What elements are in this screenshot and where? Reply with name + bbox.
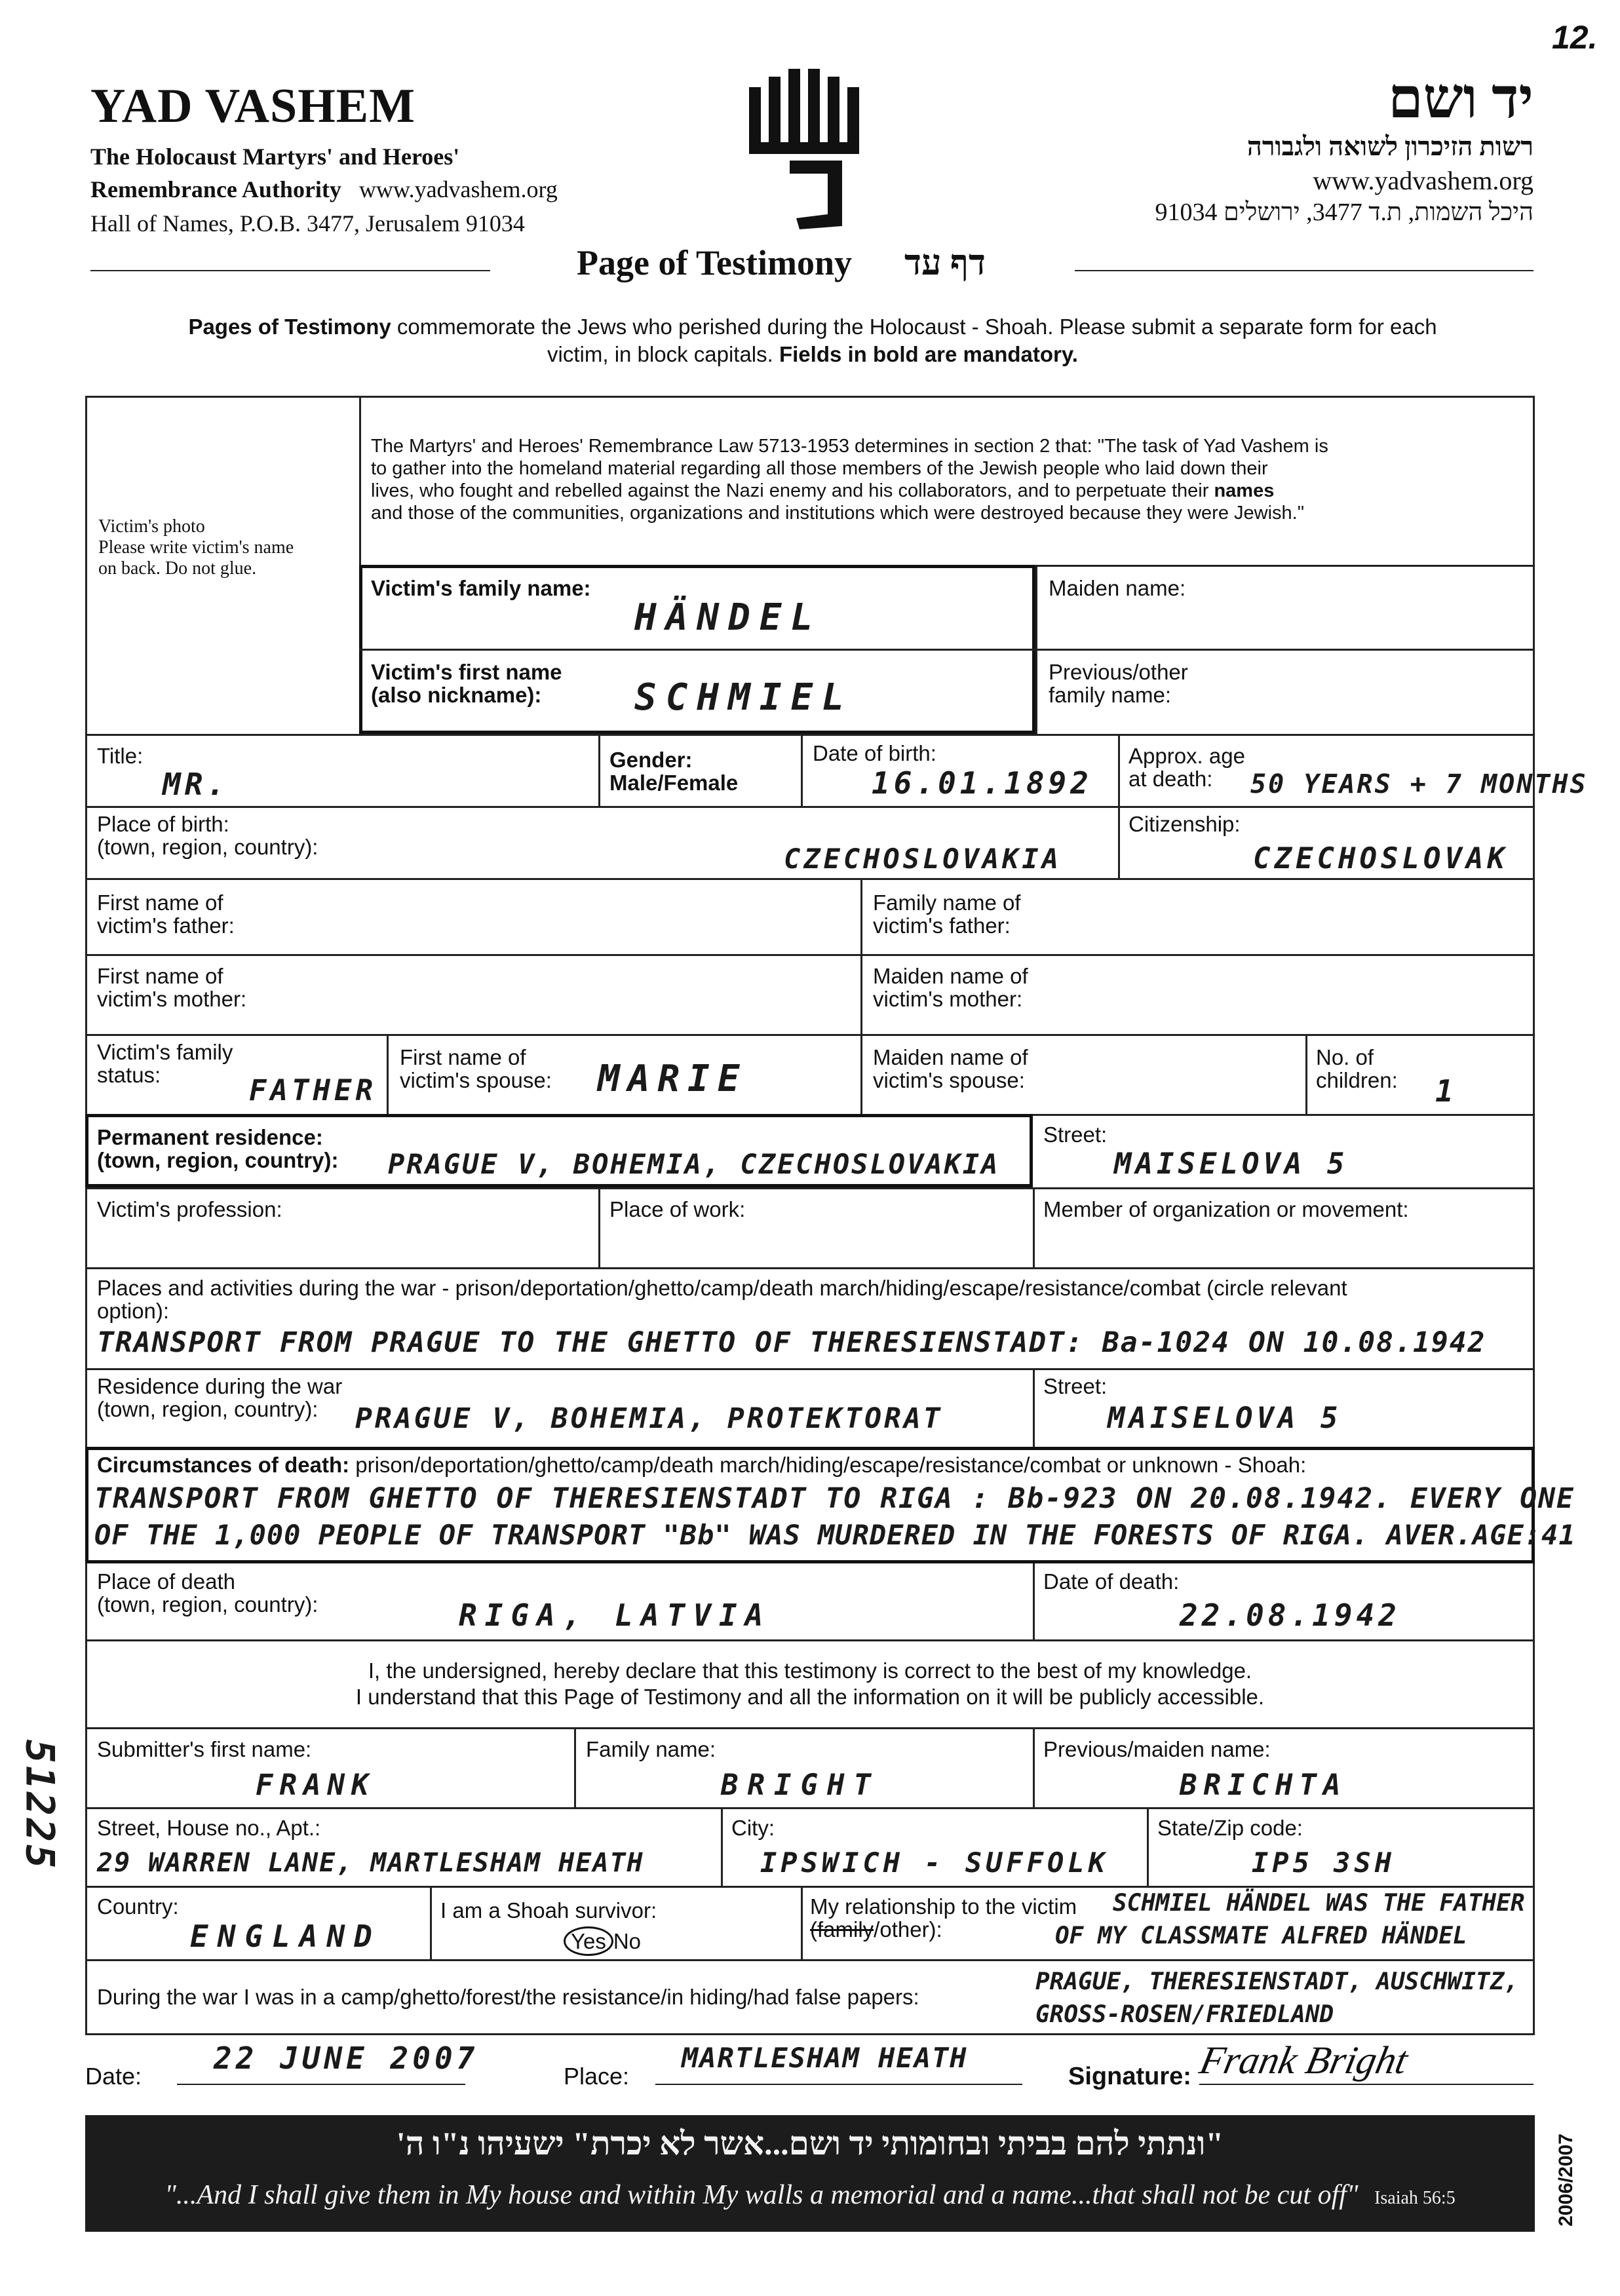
rule-row9 bbox=[85, 1187, 1535, 1189]
page-number: 12. bbox=[1552, 19, 1598, 56]
date-value: 22 JUNE 2007 bbox=[214, 2040, 479, 2076]
rule-name-right bbox=[1035, 565, 1037, 734]
war-residence-label-2: (town, region, country): bbox=[97, 1397, 318, 1421]
age-label-1: Approx. age bbox=[1128, 744, 1245, 768]
war-places-label-2: option): bbox=[97, 1299, 170, 1323]
signature-value: Frank Bright bbox=[1196, 2038, 1412, 2082]
submitter-country-value: ENGLAND bbox=[190, 1919, 381, 1954]
pob-label-1: Place of birth: bbox=[97, 812, 229, 836]
mother-first-label-1: First name of bbox=[97, 964, 223, 988]
relation-label bbox=[810, 1895, 1077, 1941]
intro-rest: commemorate the Jews who perished during the Holocaust - Shoah. Please submit a separate form for each bbox=[391, 315, 1437, 339]
submitter-family-label: Family name: bbox=[586, 1737, 716, 1761]
rule-row11 bbox=[85, 1368, 1535, 1370]
rule-row15-b bbox=[1033, 1727, 1035, 1807]
profession-label: Victim's profession: bbox=[97, 1197, 282, 1221]
age-label bbox=[1128, 744, 1245, 790]
age-label-2: at death: bbox=[1128, 767, 1213, 791]
rule-row14 bbox=[85, 1639, 1535, 1641]
war-status-value-1: PRAGUE, THERESIENSTADT, AUSCHWITZ, bbox=[1035, 1968, 1518, 1995]
family-status-label-2: status: bbox=[97, 1063, 161, 1087]
edition-number: 2006/2007 bbox=[1555, 2133, 1577, 2227]
family-name-label: Victim's family name: bbox=[371, 576, 591, 600]
submitter-family-value: BRIGHT bbox=[721, 1769, 880, 1802]
father-first-label-2: victim's father: bbox=[97, 913, 235, 938]
submitter-prev-value: BRICHTA bbox=[1180, 1769, 1347, 1802]
family-status-value: FATHER bbox=[249, 1074, 377, 1107]
place-rule bbox=[655, 2084, 1022, 2085]
prev-family-label-2: family name: bbox=[1049, 683, 1172, 707]
rule-name-mid bbox=[359, 649, 1535, 651]
spouse-maiden-label bbox=[873, 1046, 1028, 1092]
rule-row7 bbox=[85, 1034, 1535, 1036]
war-status-label: During the war I was in a camp/ghetto/forest/the resistance/in hiding/had false papers: bbox=[97, 1985, 919, 2009]
spouse-first-label bbox=[400, 1046, 552, 1092]
rule-row4 bbox=[85, 806, 1535, 808]
survivor-label: I am a Shoah survivor: bbox=[440, 1898, 657, 1923]
prev-family-label-1: Previous/other bbox=[1049, 660, 1188, 684]
residence-label-2: (town, region, country): bbox=[97, 1148, 339, 1172]
submitter-first-value: FRANK bbox=[256, 1769, 376, 1802]
place-value: MARTLESHAM HEATH bbox=[682, 2042, 968, 2074]
signature-rule bbox=[1199, 2084, 1533, 2085]
dob-label: Date of birth: bbox=[813, 741, 936, 765]
relation-label-1: My relationship to the victim bbox=[810, 1894, 1077, 1919]
father-first-label-1: First name of bbox=[97, 890, 223, 915]
street-label: Street: bbox=[1043, 1122, 1108, 1147]
residence-label-1: Permanent residence: bbox=[97, 1125, 323, 1149]
father-family-label-1: Family name of bbox=[873, 890, 1021, 915]
submitter-street-label: Street, House no., Apt.: bbox=[97, 1816, 321, 1840]
death-date-value: 22.08.1942 bbox=[1180, 1598, 1400, 1633]
rule-row9-b bbox=[1033, 1187, 1035, 1267]
rule-row5 bbox=[85, 878, 1535, 880]
citizenship-value: CZECHOSLOVAK bbox=[1253, 842, 1509, 875]
death-circ-value-1: TRANSPORT FROM GHETTO OF THERESIENSTADT TO RIGA : Bb-923 ON 20.08.1942. EVERY ONE bbox=[94, 1482, 1575, 1515]
org-line2 bbox=[90, 176, 558, 203]
declaration-line1: I, the undersigned, hereby declare that this testimony is correct to the best of my knowledge. bbox=[368, 1658, 1252, 1683]
mother-maiden-label bbox=[873, 965, 1028, 1010]
war-places-value: TRANSPORT FROM PRAGUE TO THE GHETTO OF THERESIENSTADT: Ba-1024 ON 10.08.1942 bbox=[97, 1326, 1486, 1359]
rule-row5-a bbox=[860, 878, 862, 1114]
death-place-value: RIGA, LATVIA bbox=[459, 1598, 771, 1633]
relation-value-1: SCHMIEL HÄNDEL WAS THE FATHER bbox=[1113, 1890, 1525, 1917]
rule-row16 bbox=[85, 1807, 1535, 1809]
date-label: Date: bbox=[85, 2063, 142, 2090]
hebrew-website: www.yadvashem.org bbox=[1313, 166, 1533, 195]
residence-value: PRAGUE V, BOHEMIA, CZECHOSLOVAKIA bbox=[388, 1148, 1000, 1180]
photo-line1: Victim's photo bbox=[98, 516, 205, 537]
photo-instructions bbox=[98, 516, 294, 579]
law-line4: and those of the communities, organizations and institutions which were destroyed because they were Jewish." bbox=[371, 503, 1305, 524]
mother-first-label bbox=[97, 965, 246, 1010]
footer-banner bbox=[85, 2115, 1535, 2232]
residence-label bbox=[97, 1126, 338, 1172]
war-residence-label-1: Residence during the war bbox=[97, 1374, 343, 1398]
survivor-options bbox=[564, 1926, 641, 1956]
law-line3-bold: names bbox=[1214, 480, 1275, 501]
rule-row15 bbox=[85, 1727, 1535, 1729]
death-circ-label-rest: prison/deportation/ghetto/camp/death march/hiding/escape/resistance/combat or unknown - Shoah: bbox=[349, 1453, 1307, 1477]
gender-label-1: Gender: bbox=[609, 748, 693, 772]
intro-bold2: Fields in bold are mandatory. bbox=[779, 342, 1078, 366]
declaration bbox=[85, 1658, 1535, 1710]
pob-label-2: (town, region, country): bbox=[97, 835, 318, 859]
war-places-label bbox=[97, 1276, 1347, 1322]
submitter-zip-label: State/Zip code: bbox=[1157, 1816, 1303, 1840]
survivor-yes: Yes bbox=[564, 1926, 613, 1956]
rule-row10 bbox=[85, 1267, 1535, 1269]
title-rule-left bbox=[90, 270, 490, 271]
death-place-label bbox=[97, 1570, 318, 1616]
relation-label-family: (family bbox=[810, 1917, 874, 1942]
rule-row16-b bbox=[1147, 1807, 1149, 1886]
rule-row17-b bbox=[801, 1886, 803, 1959]
dob-value: 16.01.1892 bbox=[872, 765, 1092, 801]
law-line3 bbox=[371, 480, 1524, 502]
rule-row17-a bbox=[430, 1886, 432, 1959]
death-place-label-2: (town, region, country): bbox=[97, 1592, 318, 1617]
hebrew-name: יד ושם bbox=[1388, 67, 1533, 130]
relation-value-2: OF MY CLASSMATE ALFRED HÄNDEL bbox=[1055, 1923, 1467, 1949]
children-label-2: children: bbox=[1316, 1068, 1398, 1092]
death-circ-label-bold: Circumstances of death: bbox=[97, 1453, 350, 1477]
submitter-prev-label: Previous/maiden name: bbox=[1043, 1737, 1271, 1761]
father-first-label bbox=[97, 891, 235, 937]
death-place-label-1: Place of death bbox=[97, 1569, 235, 1594]
father-family-label-2: victim's father: bbox=[873, 913, 1011, 938]
org-authority: Remembrance Authority bbox=[90, 176, 341, 202]
family-name-value: HÄNDEL bbox=[634, 596, 822, 639]
citizenship-label: Citizenship: bbox=[1128, 812, 1241, 836]
age-value: 50 YEARS + 7 MONTHS bbox=[1250, 769, 1588, 799]
war-status-value-2: GROSS-ROSEN/FRIEDLAND bbox=[1035, 2001, 1334, 2028]
photo-line2: Please write victim's name bbox=[98, 537, 294, 558]
prev-family-label bbox=[1049, 660, 1188, 706]
survivor-no: No bbox=[613, 1929, 642, 1953]
declaration-line2: I understand that this Page of Testimony and all the information on it will be publicly accessible. bbox=[355, 1685, 1265, 1709]
banner-hebrew: "ונתתי להם בביתי ובחומותי יד ושם...אשר לא יכרת" ישעיהו נ"ו ה' bbox=[396, 2125, 1224, 2162]
org-address: Hall of Names, P.O.B. 3477, Jerusalem 91034 bbox=[90, 210, 525, 237]
hebrew-address: היכל השמות, ת.ד 3477, ירושלים 91034 bbox=[1155, 199, 1533, 226]
gender-label-2: Male/Female bbox=[609, 771, 739, 795]
submitter-city-value: IPSWICH - SUFFOLK bbox=[760, 1846, 1109, 1879]
gender-label bbox=[609, 748, 738, 794]
side-number: 51225 bbox=[16, 1739, 63, 1871]
rule-row15-a bbox=[574, 1727, 576, 1807]
banner-english-text: "...And I shall give them in My house and within My walls a memorial and a name...that shall not be cut off" bbox=[164, 2180, 1359, 2210]
law-line1: The Martyrs' and Heroes' Remembrance Law 5713-1953 determines in section 2 that: "The task of Yad Vashem is bbox=[371, 436, 1328, 457]
rule-row3-b bbox=[801, 734, 803, 806]
children-value: 1 bbox=[1435, 1073, 1457, 1109]
submitter-city-label: City: bbox=[731, 1816, 775, 1840]
war-residence-value: PRAGUE V, BOHEMIA, PROTEKTORAT bbox=[355, 1402, 943, 1435]
org-name: YAD VASHEM bbox=[90, 79, 415, 133]
rule-row7-a bbox=[387, 1034, 389, 1114]
signature-label: Signature: bbox=[1068, 2063, 1191, 2090]
children-label bbox=[1316, 1046, 1398, 1092]
street-value: MAISELOVA 5 bbox=[1114, 1147, 1349, 1181]
hebrew-line1: רשות הזיכרון לשואה ולגבורה bbox=[1246, 132, 1533, 161]
banner-ref: Isaiah 56:5 bbox=[1374, 2188, 1456, 2208]
organization-label: Member of organization or movement: bbox=[1043, 1197, 1409, 1221]
mother-first-label-2: victim's mother: bbox=[97, 987, 247, 1011]
rule-row6 bbox=[85, 954, 1535, 956]
death-circ-value-2: OF THE 1,000 PEOPLE OF TRANSPORT "Bb" WAS MURDERED IN THE FORESTS OF RIGA. AVER.AGE:41 bbox=[94, 1519, 1576, 1551]
intro-text bbox=[92, 313, 1533, 368]
war-street-label: Street: bbox=[1043, 1374, 1108, 1398]
maiden-name-label: Maiden name: bbox=[1049, 576, 1186, 600]
spouse-maiden-label-2: victim's spouse: bbox=[873, 1068, 1025, 1092]
title-value: MR. bbox=[163, 767, 229, 802]
spouse-first-value: MARIE bbox=[598, 1058, 748, 1100]
death-circ-label bbox=[97, 1453, 1306, 1476]
rule-row11-a bbox=[1033, 1368, 1035, 1447]
death-date-label: Date of death: bbox=[1043, 1569, 1180, 1594]
workplace-label: Place of work: bbox=[609, 1197, 746, 1221]
yad-vashem-logo bbox=[744, 62, 862, 239]
law-text bbox=[371, 435, 1524, 524]
place-label: Place: bbox=[564, 2063, 630, 2090]
org-website: www.yadvashem.org bbox=[358, 176, 558, 202]
rule-row18 bbox=[85, 1959, 1535, 1961]
form-title-hebrew: דף עד bbox=[904, 243, 986, 282]
family-status-label-1: Victim's family bbox=[97, 1040, 233, 1064]
submitter-street-value: 29 WARREN LANE, MARTLESHAM HEATH bbox=[97, 1848, 644, 1878]
title-rule-right bbox=[1075, 270, 1533, 271]
intro-rest2: victim, in block capitals. bbox=[547, 342, 779, 366]
submitter-country-label: Country: bbox=[97, 1894, 179, 1919]
spouse-first-label-2: victim's spouse: bbox=[400, 1068, 552, 1092]
rule-row13-a bbox=[1033, 1563, 1035, 1639]
war-places-label-1: Places and activities during the war - prison/deportation/ghetto/camp/death march/hiding/escape/resistance/combat (circle relevant bbox=[97, 1276, 1347, 1300]
org-line1: The Holocaust Martyrs' and Heroes' bbox=[90, 144, 460, 170]
children-label-1: No. of bbox=[1316, 1045, 1374, 1069]
war-street-value: MAISELOVA 5 bbox=[1108, 1402, 1342, 1435]
father-family-label bbox=[873, 891, 1021, 937]
intro-bold: Pages of Testimony bbox=[188, 315, 391, 339]
rule-row9-a bbox=[598, 1187, 600, 1267]
first-name-value: SCHMIEL bbox=[634, 676, 854, 719]
pob-value: CZECHOSLOVAKIA bbox=[784, 843, 1062, 875]
law-line3-text: lives, who fought and rebelled against the Nazi enemy and his collaborators, and to perpetuate their bbox=[371, 480, 1214, 501]
war-residence-label bbox=[97, 1375, 342, 1421]
rule-row3-a bbox=[598, 734, 600, 806]
mother-maiden-label-2: victim's mother: bbox=[873, 987, 1023, 1011]
banner-english bbox=[98, 2179, 1522, 2211]
photo-line3: on back. Do not glue. bbox=[98, 558, 257, 579]
rule-row3 bbox=[85, 734, 1535, 736]
spouse-maiden-label-1: Maiden name of bbox=[873, 1045, 1028, 1069]
form-title: Page of Testimony bbox=[577, 243, 853, 282]
rule-row7-b bbox=[1305, 1034, 1307, 1114]
family-status-label bbox=[97, 1041, 233, 1086]
submitter-zip-value: IP5 3SH bbox=[1252, 1846, 1396, 1879]
date-rule bbox=[177, 2084, 465, 2085]
mother-maiden-label-1: Maiden name of bbox=[873, 964, 1028, 988]
relation-label-2 bbox=[810, 1918, 1077, 1941]
submitter-first-label: Submitter's first name: bbox=[97, 1737, 312, 1761]
relation-label-other: /other): bbox=[874, 1917, 942, 1942]
first-name-label bbox=[371, 660, 562, 706]
first-name-label-1: Victim's first name bbox=[371, 660, 562, 684]
title-label: Title: bbox=[97, 744, 144, 768]
rule-row16-a bbox=[721, 1807, 723, 1886]
law-line2: to gather into the homeland material regarding all those members of the Jewish people who laid down their bbox=[371, 458, 1268, 479]
spouse-first-label-1: First name of bbox=[400, 1045, 526, 1069]
pob-label bbox=[97, 813, 318, 858]
first-name-label-2: (also nickname): bbox=[371, 683, 542, 707]
